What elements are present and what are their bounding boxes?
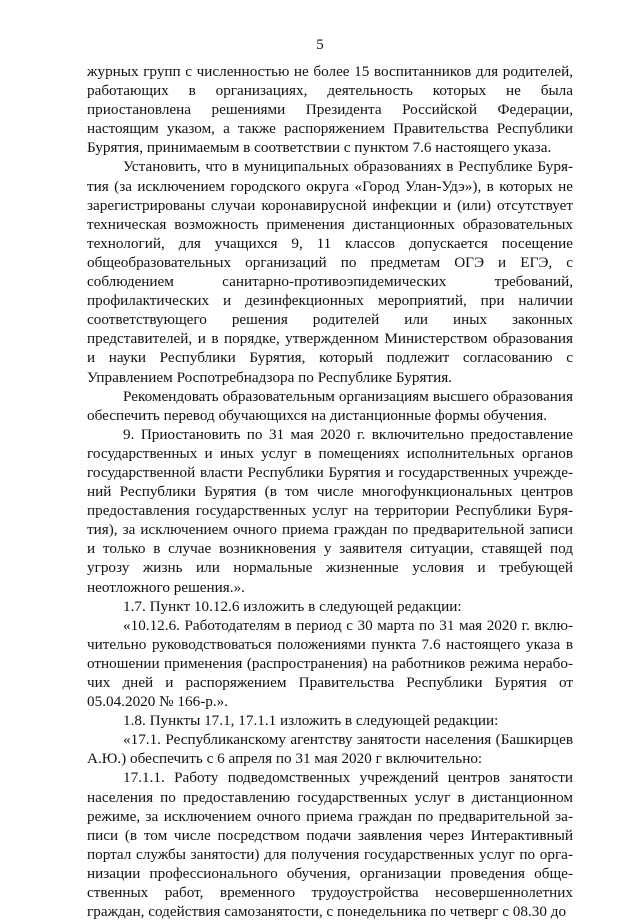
document-body xyxy=(87,62,573,921)
paragraph-item-1-7: 1.7. Пункт 10.12.6 изложить в следующей редакции: xyxy=(123,597,462,615)
paragraph-item-1-8: 1.8. Пункты 17.1, 17.1.1 изложить в следующей редакции: xyxy=(123,712,499,730)
paragraph-item-10-12-6: «10.12.6. Работодателям в период с 30 марта по 31 мая 2020 г. включительно руководствоваться положениями пункта 7.6 настоящего указа в отношении применения (распространения) на работников режима нерабочих дней и распоряжением Правительства Республики Бурятия от 05.04.2020 № 166-р.». xyxy=(87,616,573,711)
page-number: 5 xyxy=(316,37,324,53)
paragraph-item-17-1-1: 17.1.1. Работу подведомственных учреждений центров занятости населения по предоставлению государственных услуг в дистанционном режиме, за исключением очного приема граждан по предварительной записи (в том числе посредством подачи заявления через Интерактивный портал службы занятости) для получения государственных услуг по организации профессионального обучения, организации проведения общественных работ, временного трудоустройства несовершеннолетних граждан, содействия самозанятости, с понедельника по четверг с 08.30 до xyxy=(87,769,573,921)
paragraph-item-17-1: «17.1. Республиканскому агентству занятости населения (Башкирцев А.Ю.) обеспечить с 6 апреля по 31 мая 2020 г включительно: xyxy=(87,731,573,768)
paragraph-municipal-schools: Установить, что в муниципальных образованиях в Республике Бурятия (за исключением городского округа «Город Улан-Удэ»), в которых не зарегистрированы случаи коронавирусной инфекции и (или) отсутствует техническая возможность применения дистанционных образовательных технологий, для учащихся 9, 11 классов допускается посещение общеобразовательных организаций по предметам ОГЭ и ЕГЭ, с соблюдением санитарно-противоэпидемических требований, профилактических и дезинфекционных мероприятий, при наличии соответствующего решения родителей или иных законных представителей, и в порядке, утвержденном Министерством образования и науки Республики Бурятия, который подлежит согласованию с Управлением Роспотребнадзора по Республике Бурятия. xyxy=(87,158,573,386)
paragraph-item-9: 9. Приостановить по 31 мая 2020 г. включительно предоставление государственных и иных услуг в помещениях исполнительных органов государственной власти Республики Бурятия и государственных учреждений Республики Бурятия (в том числе многофункциональных центров предоставления государственных услуг на территории Республики Бурятия), за исключением очного приема граждан по предварительной записи и только в случае возникновения у заявителя ситуации, ставящей под угрозу жизнь или нормальные жизненные условия и требующей неотложного решения.». xyxy=(87,425,573,596)
paragraph-higher-education: Рекомендовать образовательным организациям высшего образования обеспечить перевод обучающихся на дистанционные формы обучения. xyxy=(87,387,573,424)
paragraph-continuation: журных групп с численностью не более 15 воспитанников для родителей, работающих в организациях, деятельность которых не была приостановлена решениями Президента Российской Федерации, настоящим указом, а также распоряжением Правительства Республики Бурятия, принимаемым в соответствии с пунктом 7.6 настоящего указа. xyxy=(87,63,573,157)
